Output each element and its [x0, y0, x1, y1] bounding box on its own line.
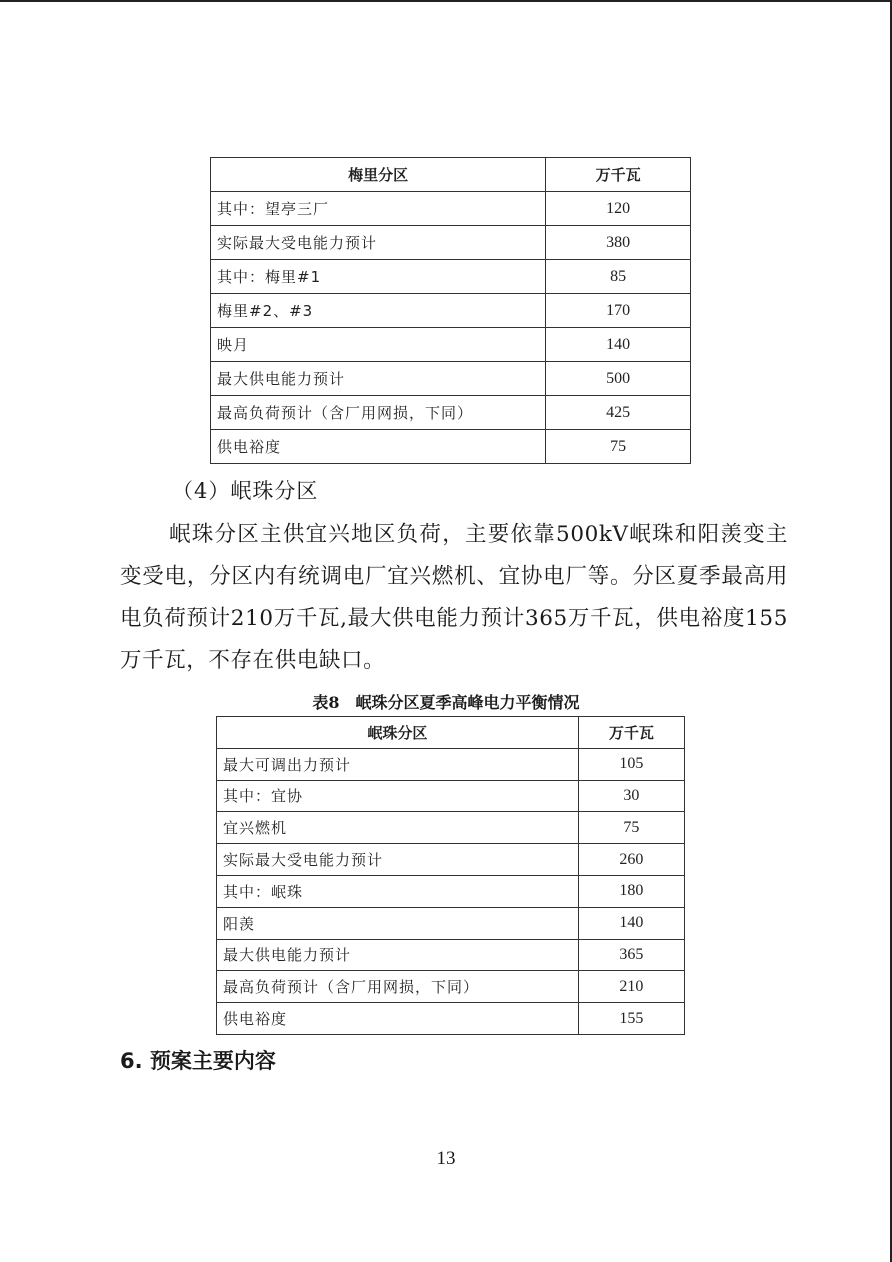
- table-header-unit: 万千瓦: [578, 717, 684, 749]
- table-row: [217, 907, 685, 939]
- row-label: 供电裕度: [211, 430, 546, 464]
- minzhu-balance-table: [216, 716, 685, 1035]
- table-header-district: 岷珠分区: [217, 717, 579, 749]
- table-row: [217, 1003, 685, 1035]
- row-label: 最高负荷预计（含厂用网损，下同）: [211, 396, 546, 430]
- row-value: 500: [546, 362, 691, 396]
- row-label: 宜兴燃机: [217, 812, 579, 844]
- row-label: 最大可调出力预计: [217, 748, 579, 780]
- row-value: 170: [546, 294, 691, 328]
- row-value: 30: [578, 780, 684, 812]
- section-heading: 6. 预案主要内容: [120, 1049, 276, 1073]
- row-label: 最高负荷预计（含厂用网损，下同）: [217, 971, 579, 1003]
- table-row: [211, 260, 691, 294]
- table-row: [217, 844, 685, 876]
- table-row: [211, 362, 691, 396]
- table-row: [211, 192, 691, 226]
- table-row: [217, 971, 685, 1003]
- row-value: 140: [578, 907, 684, 939]
- row-value: 140: [546, 328, 691, 362]
- row-value: 180: [578, 875, 684, 907]
- table-row: [217, 939, 685, 971]
- table-caption: 表8 岷珠分区夏季高峰电力平衡情况: [312, 693, 580, 712]
- table-row: [217, 748, 685, 780]
- row-value: 380: [546, 226, 691, 260]
- row-value: 120: [546, 192, 691, 226]
- table-row: [211, 328, 691, 362]
- row-value: 155: [578, 1003, 684, 1035]
- row-value: 85: [546, 260, 691, 294]
- table-row: [211, 226, 691, 260]
- row-label: 其中：宜协: [217, 780, 579, 812]
- body-paragraph: 岷珠分区主供宜兴地区负荷，主要依靠500kV岷珠和阳羡变主变受电，分区内有统调电厂宜兴燃机、宜协电厂等。分区夏季最高用电负荷预计210万千瓦,最大供电能力预计365万千瓦，供电裕度155万千瓦，不存在供电缺口。: [120, 522, 788, 673]
- row-label: 最大供电能力预计: [211, 362, 546, 396]
- table-row: [211, 396, 691, 430]
- page-top-rule: [0, 0, 892, 2]
- table-row: [211, 430, 691, 464]
- row-label: 其中：梅里#1: [211, 260, 546, 294]
- table-header-unit: 万千瓦: [546, 158, 691, 192]
- table-row: [217, 780, 685, 812]
- table-header-district: 梅里分区: [211, 158, 546, 192]
- table-row: [217, 875, 685, 907]
- row-label: 最大供电能力预计: [217, 939, 579, 971]
- row-label: 供电裕度: [217, 1003, 579, 1035]
- row-label: 实际最大受电能力预计: [211, 226, 546, 260]
- meili-balance-table: [210, 157, 691, 464]
- row-label: 其中：望亭三厂: [211, 192, 546, 226]
- table-header-row: [211, 158, 691, 192]
- row-label: 其中：岷珠: [217, 875, 579, 907]
- row-label: 阳羡: [217, 907, 579, 939]
- row-value: 75: [546, 430, 691, 464]
- table-row: [211, 294, 691, 328]
- page-number: 13: [436, 1148, 456, 1169]
- row-label: 映月: [211, 328, 546, 362]
- row-label: 实际最大受电能力预计: [217, 844, 579, 876]
- table-header-row: [217, 717, 685, 749]
- row-value: 260: [578, 844, 684, 876]
- table-row: [217, 812, 685, 844]
- subsection-heading: （4）岷珠分区: [172, 479, 319, 503]
- row-value: 75: [578, 812, 684, 844]
- row-value: 210: [578, 971, 684, 1003]
- row-value: 105: [578, 748, 684, 780]
- row-label: 梅里#2、#3: [211, 294, 546, 328]
- row-value: 365: [578, 939, 684, 971]
- row-value: 425: [546, 396, 691, 430]
